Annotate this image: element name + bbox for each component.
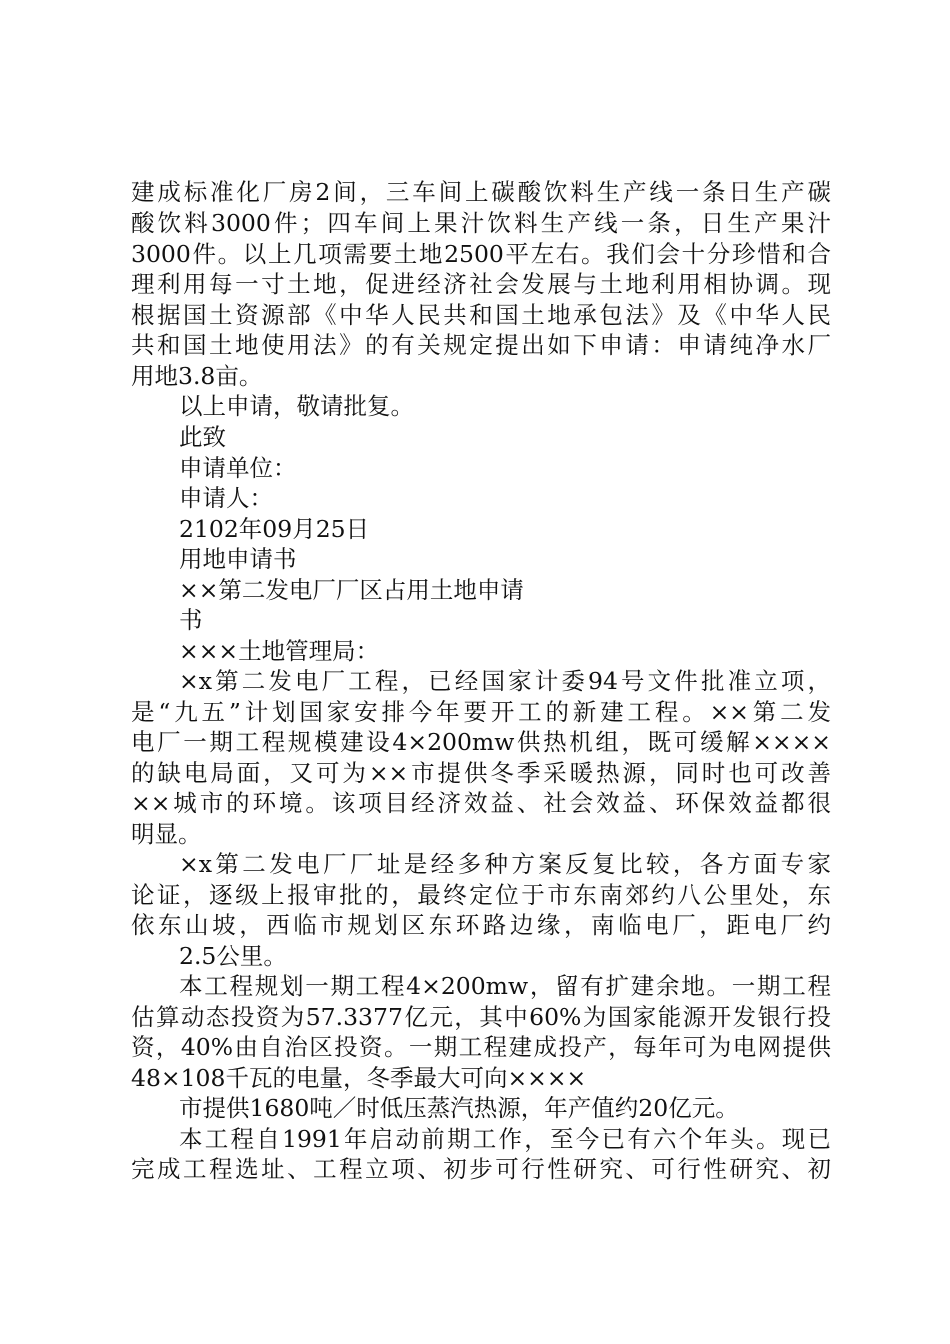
text-line: 电厂一期工程规模建设4×200mw供热机组，既可缓解×××× [131,728,831,756]
text-line: 酸饮料3000件；四车间上果汁饮料生产线一条，日生产果汁 [131,209,831,237]
text-line: 根据国土资源部《中华人民共和国土地承包法》及《中华人民 [131,301,831,329]
section-title: 用地申请书 [179,545,297,573]
text-line: 估算动态投资为57.3377亿元，其中60%为国家能源开发银行投 [131,1003,831,1031]
text-line: 共和国土地使用法》的有关规定提出如下申请：申请纯净水厂 [131,331,831,359]
text-line: 理利用每一寸土地，促进经济社会发展与土地利用相协调。现 [131,270,831,298]
document-title: ××第二发电厂厂区占用土地申请 [179,576,524,604]
applicant-label: 申请人： [179,484,273,512]
text-line: 依东山坡，西临市规划区东环路边缘，南临电厂，距电厂约 [131,911,831,939]
text-line: 建成标准化厂房2间，三车间上碳酸饮料生产线一条日生产碳 [131,178,831,206]
text-line: 2.5公里。 [179,942,287,970]
text-line: 市提供1680吨／时低压蒸汽热源，年产值约20亿元。 [179,1094,739,1122]
salutation: 此致 [179,423,226,451]
text-line: 本工程规划一期工程4×200mw，留有扩建余地。一期工程 [179,972,831,1000]
applicant-unit-label: 申请单位： [179,454,297,482]
text-line: ××城市的环境。该项目经济效益、社会效益、环保效益都很 [131,789,831,817]
text-line: 资，40%由自治区投资。一期工程建成投产，每年可为电网提供 [131,1033,831,1061]
text-line: 以上申请，敬请批复。 [179,392,414,420]
text-line: 用地3.8亩。 [131,362,263,390]
addressee: ×××土地管理局： [179,637,380,665]
text-line: ×x第二发电厂厂址是经多种方案反复比较，各方面专家 [179,850,831,878]
text-line: 明显。 [131,820,202,848]
text-line: 是“九五”计划国家安排今年要开工的新建工程。××第二发 [131,698,831,726]
text-line: 3000件。以上几项需要土地2500平左右。我们会十分珍惜和合 [131,240,831,268]
text-line: ×x第二发电厂工程，已经国家计委94号文件批准立项， [179,667,831,695]
text-line: 完成工程选址、工程立项、初步可行性研究、可行性研究、初 [131,1155,831,1183]
text-line: 论证，逐级上报审批的，最终定位于市东南郊约八公里处，东 [131,881,831,909]
document-title-continued: 书 [179,606,203,634]
text-line: 的缺电局面，又可为××市提供冬季采暖热源，同时也可改善 [131,759,831,787]
text-line: 本工程自1991年启动前期工作，至今已有六个年头。现已 [179,1125,831,1153]
date-line: 2102年09月25日 [179,515,370,543]
text-line: 48×108千瓦的电量，冬季最大可向×××× [131,1064,587,1092]
